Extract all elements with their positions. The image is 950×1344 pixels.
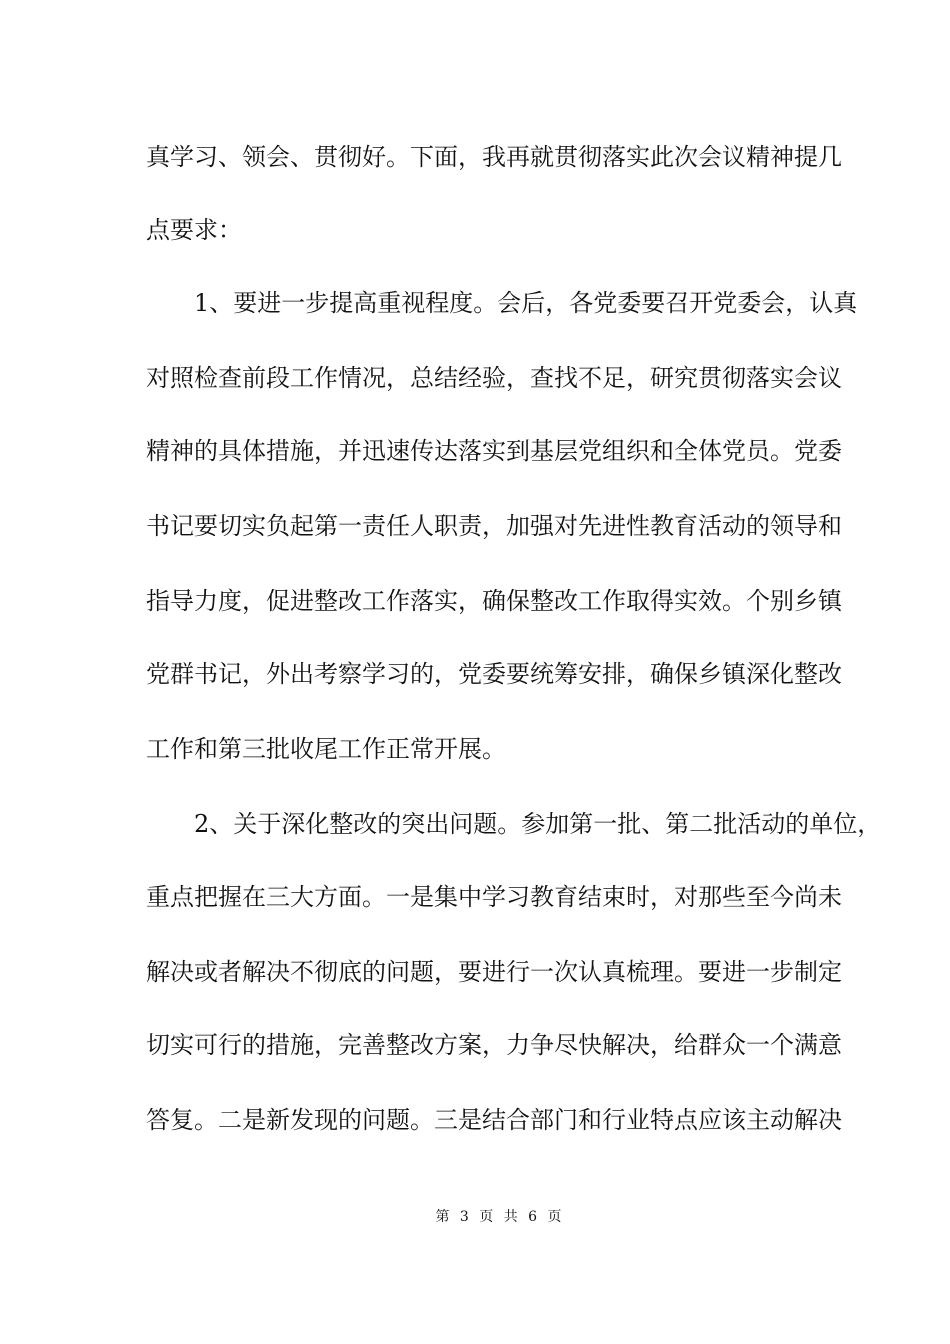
- paragraph-first-line: 2、关于深化整改的突出问题。参加第一批、第二批活动的单位，: [194, 810, 882, 838]
- text-line: 党群书记，外出考察学习的，党委要统筹安排，确保乡镇深化整改: [146, 660, 842, 688]
- text-line: 切实可行的措施，完善整改方案，力争尽快解决，给群众一个满意: [146, 1031, 842, 1059]
- text-line: 对照检查前段工作情况，总结经验，查找不足，研究贯彻落实会议: [146, 364, 842, 392]
- text-line: 点要求：: [146, 216, 242, 244]
- page-number-footer: 第 3 页 共 6 页: [435, 1209, 565, 1225]
- text-line: 重点把握在三大方面。一是集中学习教育结束时，对那些至今尚未: [146, 883, 842, 911]
- text-line: 工作和第三批收尾工作正常开展。: [146, 735, 506, 763]
- text-line: 精神的具体措施，并迅速传达落实到基层党组织和全体党员。党委: [146, 437, 842, 465]
- paragraph-first-line: 1、要进一步提高重视程度。会后，各党委要召开党委会，认真: [194, 289, 858, 317]
- text-line: 答复。二是新发现的问题。三是结合部门和行业特点应该主动解决: [146, 1106, 842, 1134]
- text-line: 书记要切实负起第一责任人职责，加强对先进性教育活动的领导和: [146, 512, 842, 540]
- text-line: 指导力度，促进整改工作落实，确保整改工作取得实效。个别乡镇: [146, 587, 842, 615]
- text-line: 解决或者解决不彻底的问题，要进行一次认真梳理。要进一步制定: [146, 958, 842, 986]
- text-line: 真学习、领会、贯彻好。下面，我再就贯彻落实此次会议精神提几: [146, 143, 842, 171]
